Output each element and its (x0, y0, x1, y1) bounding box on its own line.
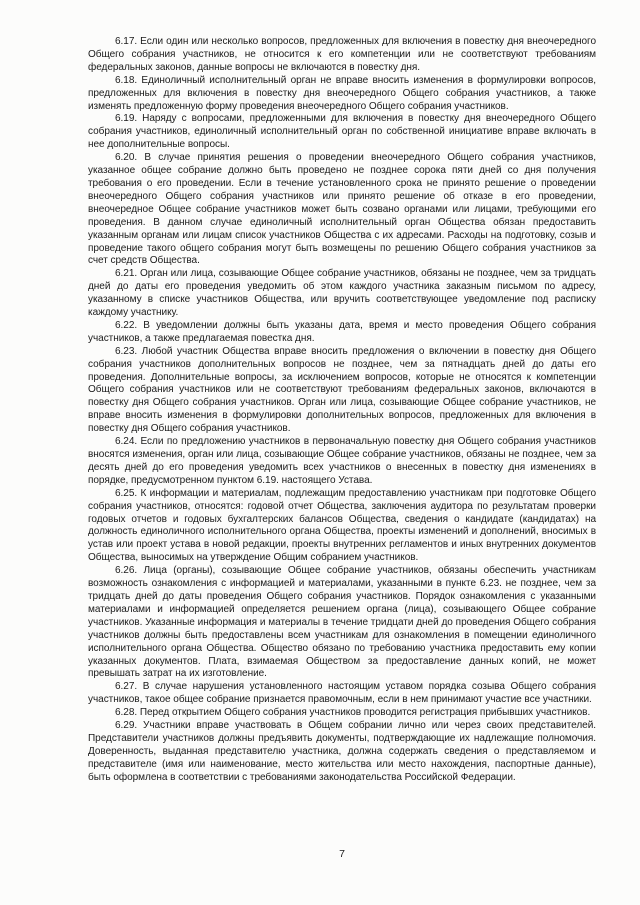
paragraph-6-17: 6.17. Если один или несколько вопросов, предложенных для включения в повестку дня внеочередного Общего собрания участников, не относится к его компетенции или не соответствуют требованиям федеральных законов, данные вопросы не включаются в повестку дня. (88, 36, 596, 73)
paragraph-6-25: 6.25. К информации и материалам, подлежащим предоставлению участникам при подготовке Общего собрания участников, относятся: годовой отчет Общества, заключения аудитора по результатам проверки годовых отчетов и годовых бухгалтерских балансов Общества, сведения о кандидате (кандидатах) на должность единоличного исполнительного органа Общества, проекты изменений и дополнений, вносимых в устав или проект устава в новой редакции, проекты внутренних регламентов и иных внутренних документов Общества, выносимых на утверждение Общим собранием участников. (88, 487, 596, 564)
paragraph-6-19: 6.19. Наряду с вопросами, предложенными для включения в повестку дня внеочередного Общего собрания участников, единоличный исполнительный орган по собственной инициативе вправе включать в нее дополнительные вопросы. (88, 113, 596, 151)
paragraph-6-21: 6.21. Орган или лица, созывающие Общее собрание участников, обязаны не позднее, чем за тридцать дней до даты его проведения уведомить об этом каждого участника заказным письмом по адресу, указанному в списке участников Общества, или вручить соответствующее уведомление под расписку каждому участнику. (88, 268, 596, 319)
paragraph-6-20: 6.20. В случае принятия решения о проведении внеочередного Общего собрания участников, указанное общее собрание должно быть проведено не позднее сорока пяти дней со дня получения требования о его проведении. Если в течение установленного срока не принято решение о проведении внеочередного Общего собрания участников или принято решение об отказе в его проведении, внеочередное Общее собрание участников может быть созвано органами или лицами, требующими его проведения. В данном случае единоличный исполнительный орган Общества обязан предоставить указанным органам или лицам список участников Общества с их адресами. Расходы на подготовку, созыв и проведение такого общего собрания могут быть возмещены по решению Общего собрания участников за счет средств Общества. (88, 152, 596, 267)
paragraph-6-28: 6.28. Перед открытием Общего собрания участников проводится регистрация прибывших участников. (115, 707, 591, 719)
paragraph-6-22: 6.22. В уведомлении должны быть указаны дата, время и место проведения Общего собрания участников, а также предлагаемая повестка дня. (88, 319, 596, 344)
paragraph-6-29: 6.29. Участники вправе участвовать в Общем собрании лично или через своих представителей. Представители участников должны предъявить документы, подтверждающие их надлежащие полномочия. Доверенность, выданная представителю участника, должна содержать сведения о представляемом и представителе (имя или наименование, место жительства или место нахождения, паспортные данные), быть оформлена в соответствии с требованиями законодательства Российской Федерации. (88, 720, 596, 783)
paragraph-6-24: 6.24. Если по предложению участников в первоначальную повестку дня Общего собрания участников вносятся изменения, орган или лица, созывающие Общее собрание участников, обязаны не позднее, чем за десять дней до его проведения уведомить всех участников о внесенных в повестку дня изменениях в порядке, предусмотренном пунктом 6.19. настоящего Устава. (88, 436, 596, 486)
paragraph-6-26: 6.26. Лица (органы), созывающие Общее собрание участников, обязаны обеспечить участникам возможность ознакомления с информацией и материалами, указанными в пункте 6.23. не позднее, чем за тридцать дней до даты проведения Общего собрания участников. Порядок ознакомления с указанными материалами и информацией определяется решением органа (лица), созывающего Общее собрание участников. Указанные информация и материалы в течение тридцати дней до проведения Общего собрания участников должны быть предоставлены всем участникам для ознакомления в помещении единоличного исполнительного органа Общества. Общество обязано по требованию участника предоставить ему копии указанных документов. Плата, взимаемая Обществом за предоставление данных копий, не может превышать затрат на их изготовление. (88, 565, 596, 680)
document-body (88, 36, 596, 785)
paragraph-6-18: 6.18. Единоличный исполнительный орган не вправе вносить изменения в формулировки вопросов, предложенных для включения в повестку дня внеочередного Общего собрания участников, а также изменять предложенную форму проведения внеочередного Общего собрания участников. (88, 74, 596, 112)
page-number: 7 (339, 848, 345, 860)
paragraph-6-23: 6.23. Любой участник Общества вправе вносить предложения о включении в повестку дня Общего собрания участников дополнительных вопросов не позднее, чем за пятнадцать дней до даты его проведения. Дополнительные вопросы, за исключением вопросов, которые не относятся к компетенции Общего собрания участников или не соответствуют требованиям федеральных законов, включаются в повестку дня Общего собрания участников. Орган или лица, созывающие Общее собрание участников, не вправе вносить изменения в формулировки дополнительных вопросов, предложенных для включения в повестку дня Общего собрания участников. (88, 345, 596, 435)
paragraph-6-27: 6.27. В случае нарушения установленного настоящим уставом порядка созыва Общего собрания участников, такое общее собрание признается правомочным, если в нем принимают участие все участники. (88, 681, 596, 706)
